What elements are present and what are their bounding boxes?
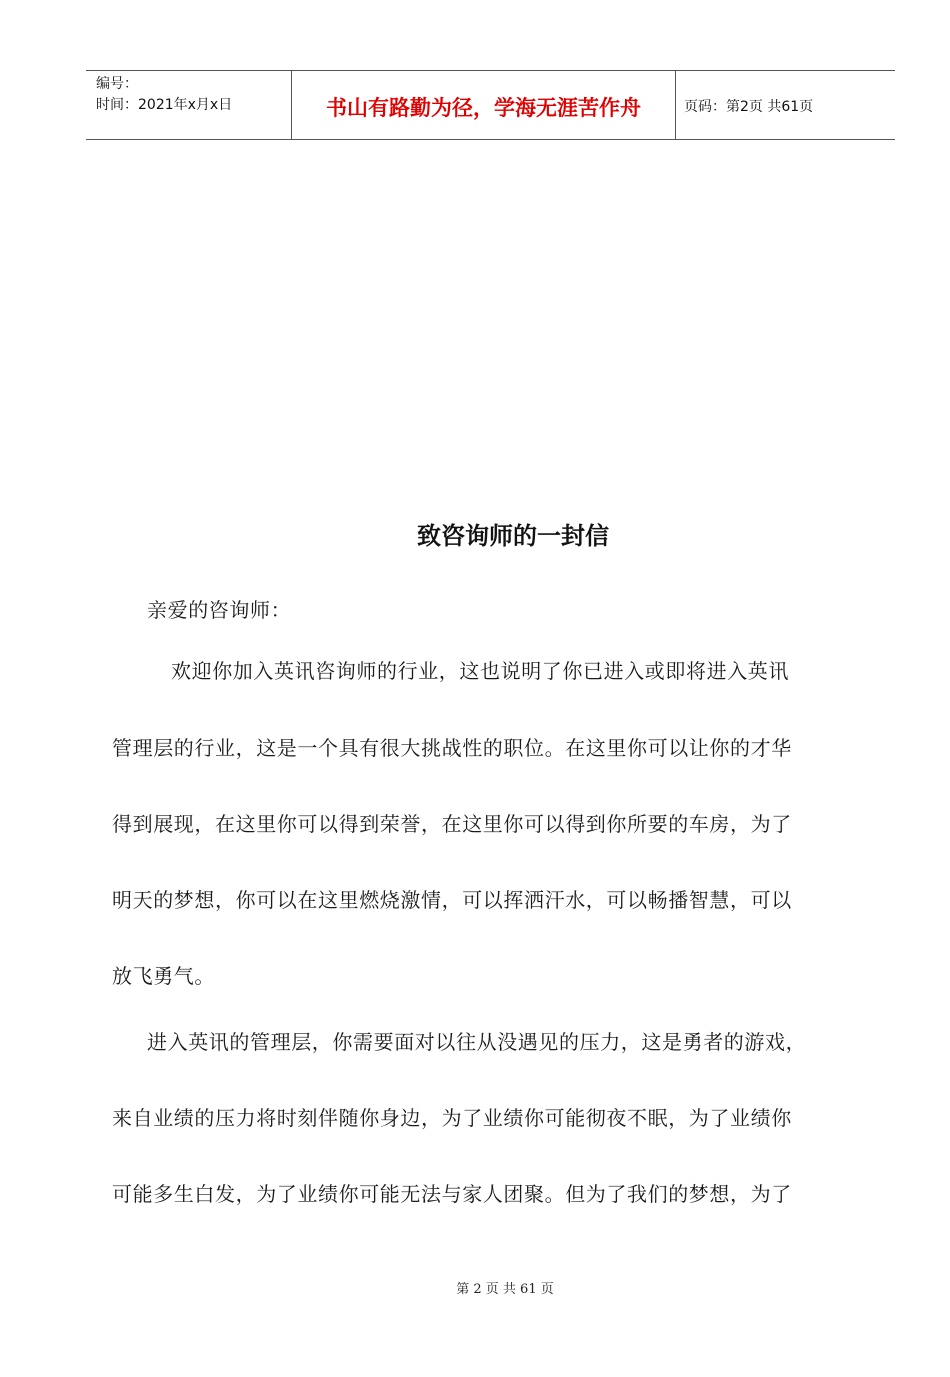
header-motto-cell [292, 71, 676, 139]
header-motto: 书山有路勤为径，学海无涯苦作舟 [326, 96, 641, 120]
document-number-label: 编号： [96, 76, 138, 92]
document-date-label: 时间：2021年x月x日 [96, 97, 233, 113]
body-line: 放飞勇气。 [112, 964, 215, 988]
document-header [86, 70, 895, 140]
body-line: 管理层的行业，这是一个具有很大挑战性的职位。在这里你可以让你的才华 [112, 736, 792, 760]
header-page-info: 页码：第2页 共61页 [684, 99, 814, 115]
body-line: 得到展现，在这里你可以得到荣誉，在这里你可以得到你所要的车房，为了 [112, 812, 792, 836]
body-line: 进入英讯的管理层，你需要面对以往从没遇见的压力，这是勇者的游戏， [147, 1030, 807, 1054]
header-meta-cell [86, 71, 292, 139]
greeting-line: 亲爱的咨询师： [147, 598, 292, 622]
document-title: 致咨询师的一封信 [417, 521, 609, 550]
body-line: 欢迎你加入英讯咨询师的行业，这也说明了你已进入或即将进入英讯 [171, 659, 789, 683]
header-page-cell [676, 71, 895, 139]
body-line: 来自业绩的压力将时刻伴随你身边，为了业绩你可能彻夜不眠，为了业绩你 [112, 1106, 792, 1130]
page-footer: 第 2 页 共 61 页 [456, 1282, 554, 1297]
body-line: 明天的梦想，你可以在这里燃烧激情，可以挥洒汗水，可以畅播智慧，可以 [112, 888, 792, 912]
body-line: 可能多生白发，为了业绩你可能无法与家人团聚。但为了我们的梦想，为了 [112, 1182, 792, 1206]
